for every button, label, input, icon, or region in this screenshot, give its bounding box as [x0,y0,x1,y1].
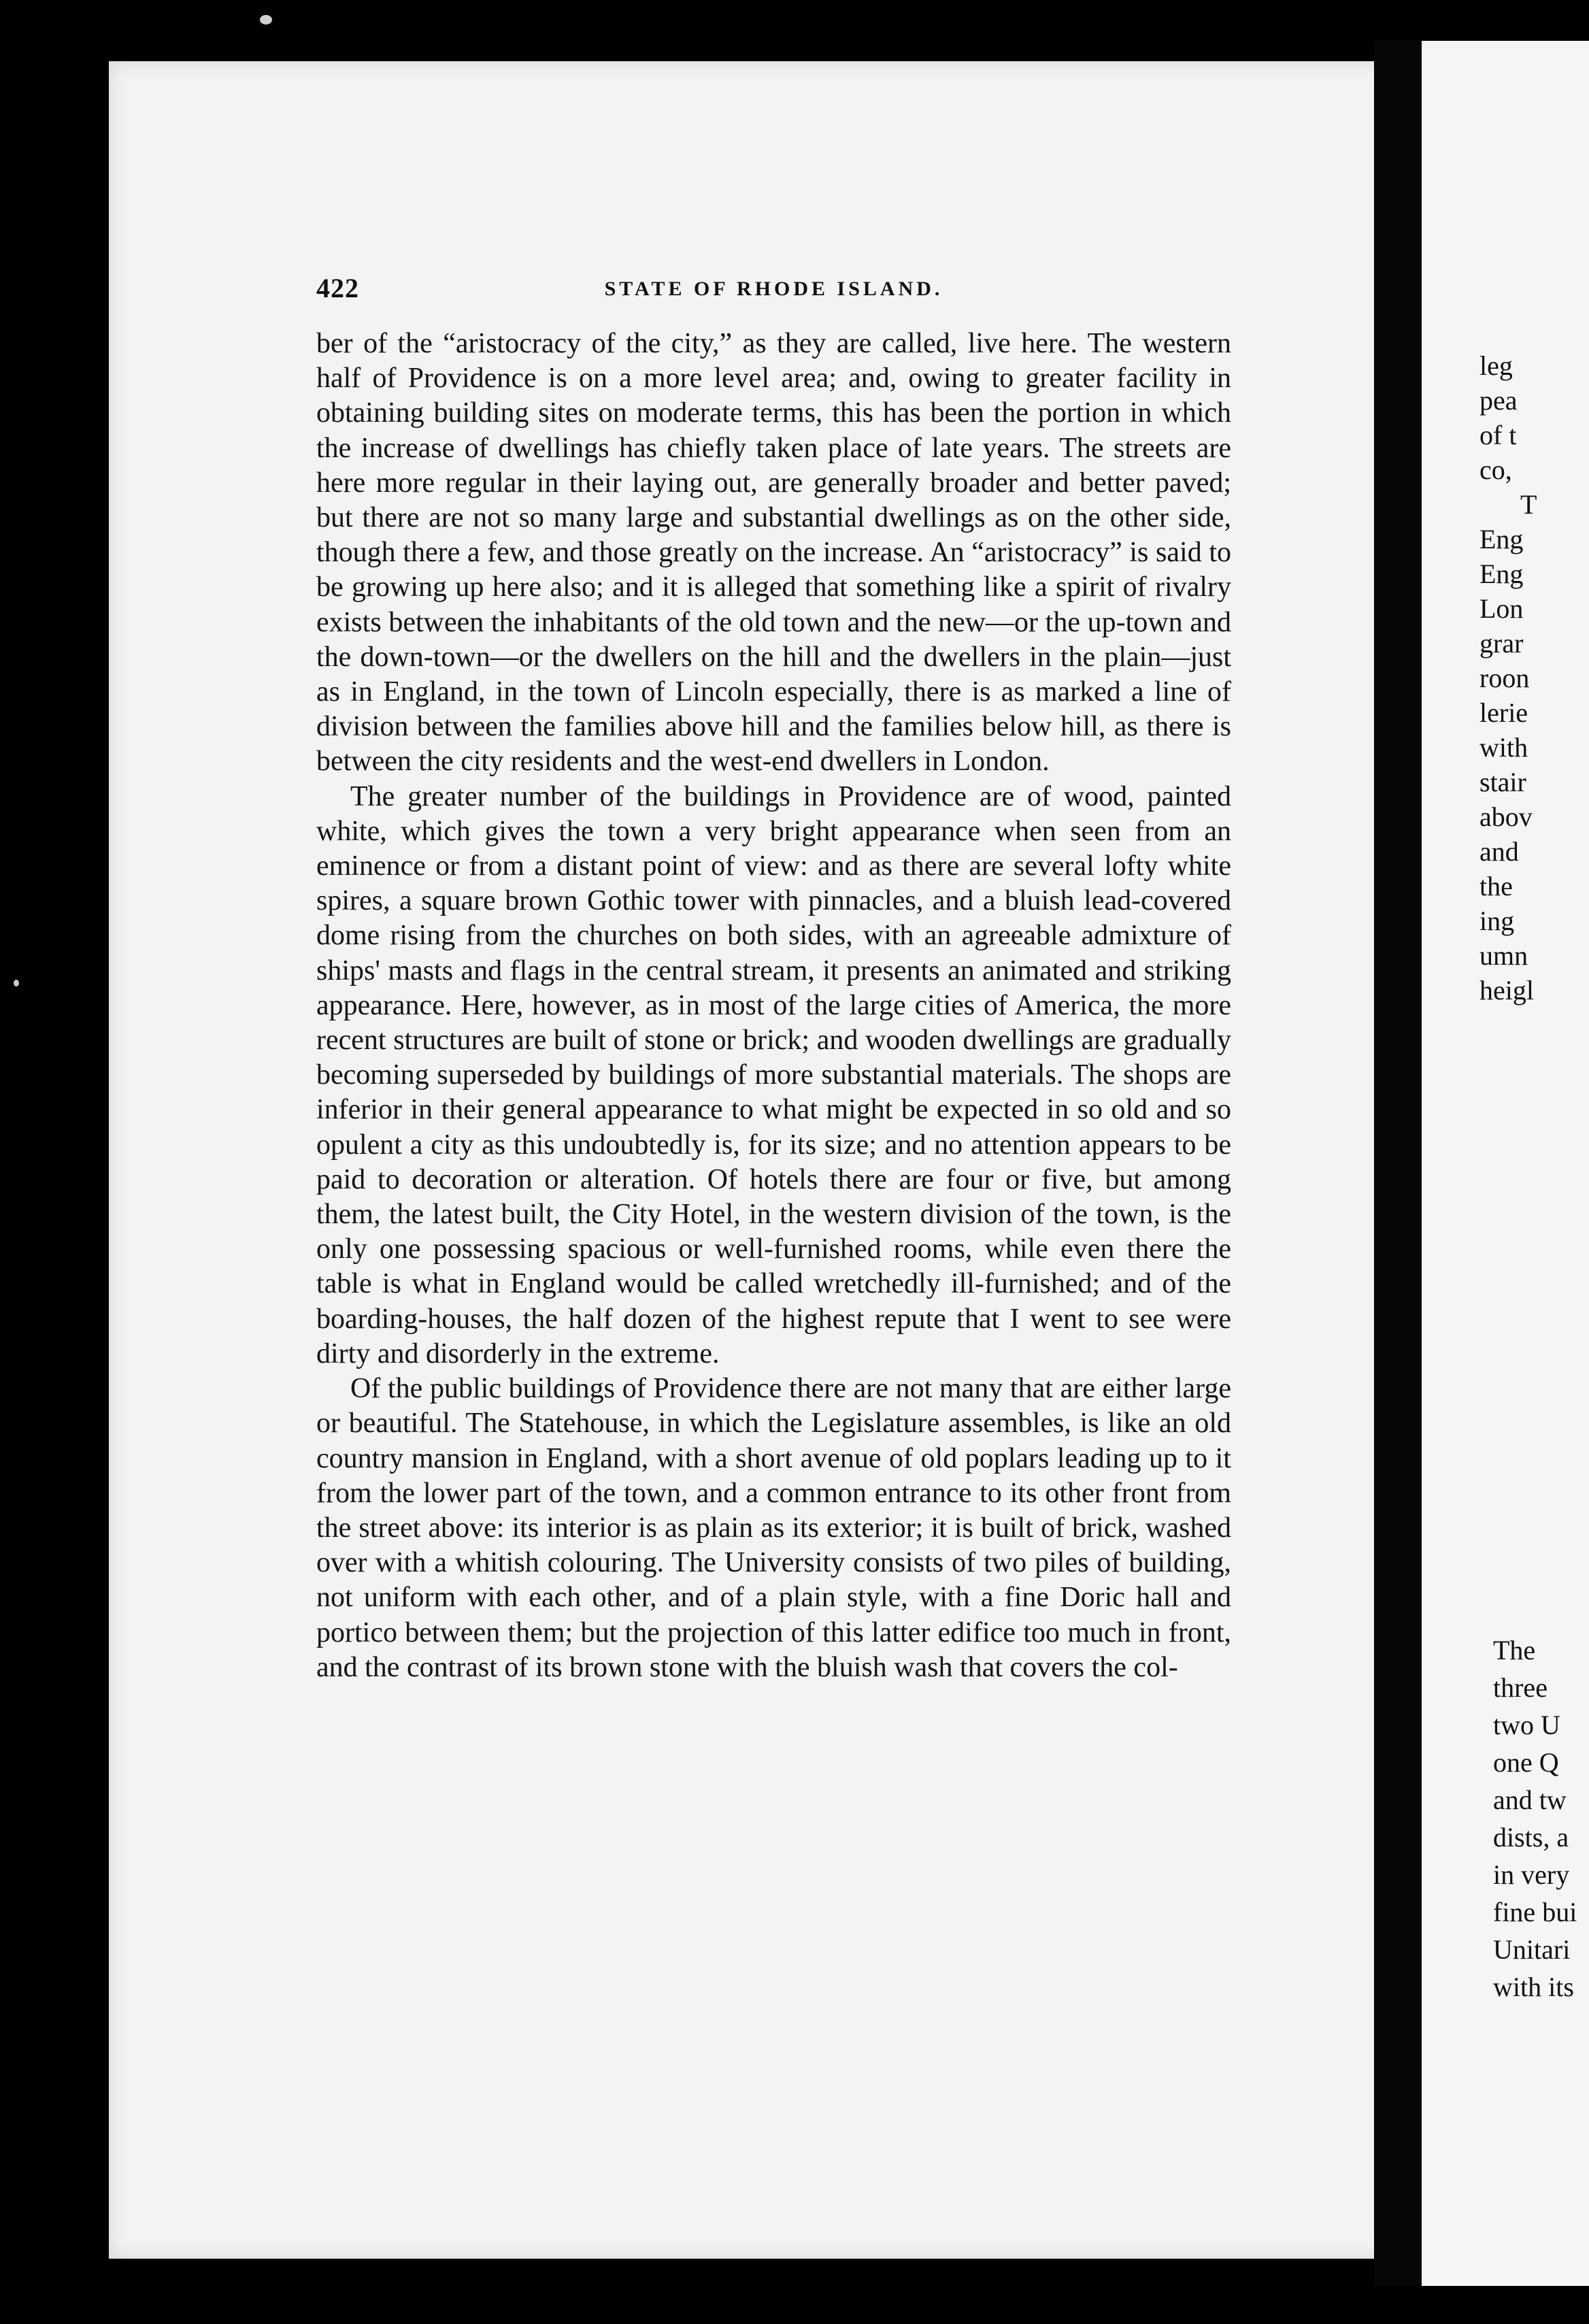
dust-speck [14,980,19,986]
facing-page-line: heigl [1479,975,1534,1006]
facing-page-line: roon [1479,663,1530,693]
facing-page-line: Eng [1479,524,1524,554]
facing-page-line: Eng [1479,559,1524,589]
paragraph-2: The greater number of the buildings in Providence are of wood, painted white, which gives the town a very bright appearance when seen from an eminence or from a distant point of view: and as there are several lofty white spires, a square brown Gothic tower with pinnacles, and a bluish lead-covered dome rising from the churches on both sides, with an agreeable admixture of ships' masts and flags in the central stream, it presents an animated and striking appearance. Here, however, as in most of the large cities of America, the more recent structures are built of stone or brick; and wooden dwellings are gradually becoming superseded by buildings of more substantial materials. The shops are inferior in their general appearance to what might be expected in so old and so opulent a city as this undoubtedly is, for its size; and no attention appears to be paid to decoration or alteration. Of hotels there are four or five, but among them, the latest built, the City Hotel, in the western division of the town, is the only one possessing spacious or well-furnished rooms, while even there the table is what in England would be called wretchedly ill-furnished; and of the boarding-houses, the half dozen of the highest repute that I went to see were dirty and disorderly in the extreme. [316,780,1231,1370]
book-gutter [1374,41,1422,2286]
dust-speck [260,15,272,24]
facing-page-line: co, [1479,454,1512,485]
facing-page-line: grar [1479,628,1524,659]
facing-page-line: fine bui [1493,1897,1577,1927]
facing-page-line: and tw [1493,1784,1567,1815]
facing-page-line: and [1479,836,1519,867]
running-head [316,272,1231,313]
facing-page-line: dists, a [1493,1822,1569,1853]
facing-page-line: the [1479,871,1513,901]
facing-page-line: T [1520,489,1537,520]
facing-page-line: leg [1479,350,1513,381]
running-title: STATE OF RHODE ISLAND. [604,278,943,300]
paragraph-1: ber of the “aristocracy of the city,” as they are called, live here. The western half of Providence is on a more level area; and, owing to greater facility in obtaining building sites on moderate terms, this has been the portion in which the increase of dwellings has chiefly taken place of late years. The streets are here more regular in their laying out, are generally broader and better paved; but there are not so many large and substantial dwellings as on the other side, though there a few, and those greatly on the increase. An “aristocracy” is said to be growing up here also; and it is alleged that something like a spirit of rivalry exists between the inhabitants of the old town and the new—or the up-town and the down-town—or the dwellers on the hill and the dwellers in the plain—just as in England, in the town of Lincoln especially, there is as marked a line of division between the families above hill and the families below hill, as there is between the city residents and the west-end dwellers in London. [316,328,1231,778]
facing-page-line: one Q [1493,1747,1559,1778]
facing-page-line: The [1493,1635,1536,1665]
facing-page-line: stair [1479,767,1526,797]
main-text-column [316,327,1231,1685]
facing-page-line: pea [1479,385,1518,416]
facing-page-upper-text [1479,348,1589,1008]
facing-page-line: Unitari [1493,1934,1571,1965]
facing-page-line: Lon [1479,593,1524,624]
facing-page-line: in very [1493,1859,1570,1890]
facing-page-line: umn [1479,940,1528,971]
facing-page-line: ing [1479,906,1515,936]
facing-page-line: abov [1479,801,1533,832]
facing-page-line: two U [1493,1710,1560,1740]
paragraph-3: Of the public buildings of Providence there are not many that are either large or beautiful. The Statehouse, in which the Legislature assembles, is like an old country mansion in England, with a short avenue of old poplars leading up to it from the lower part of the town, and a common entrance to its other front from the street above: its interior is as plain as its exterior; it is built of brick, washed over with a whitish colouring. The University consists of two piles of building, not uniform with each other, and of a plain style, with a fine Doric hall and portico between them; but the projection of this latter edifice too much in front, and the contrast of its brown stone with the bluish wash that covers the col- [316,1373,1231,1683]
facing-page-line: three [1493,1672,1548,1703]
facing-page-line: with [1479,732,1528,763]
facing-page-line: with its [1493,1972,1574,2002]
facing-page-line: of t [1479,420,1517,450]
facing-page-line: lerie [1479,697,1528,728]
page-number: 422 [316,273,359,303]
facing-page-lower-text [1493,1633,1589,2007]
